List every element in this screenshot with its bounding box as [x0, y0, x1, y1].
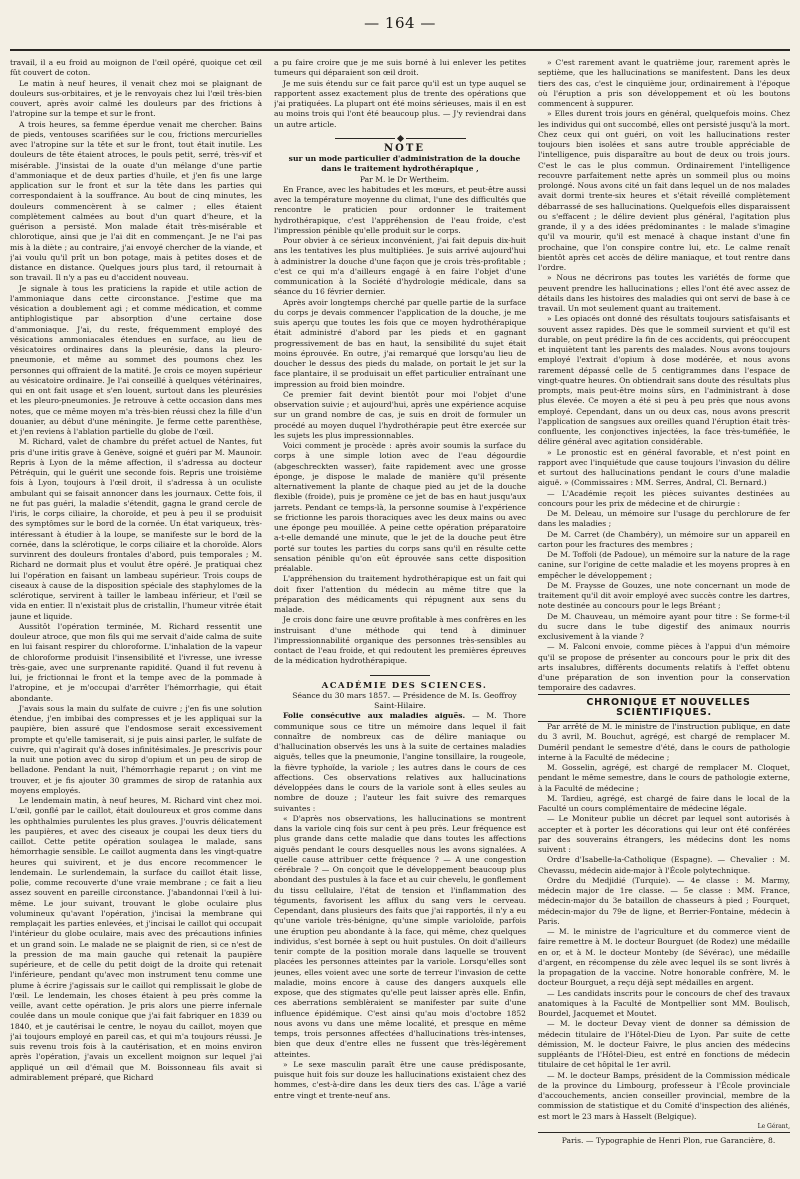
- paragraph: A trois heures, sa femme éperdue venait me chercher. Bains de pieds, ventouses scarifiées sur le cou, frictions mercurielles avec l'atropine sur la tête et sur le front, tout était inutile. Les douleurs de tête étaient atroces, le pouls petit, serré, très-vif et misérable. J'insistai de la ouate d'un mélange d'une partie d'ammoniaque et de deux parties d'huile, et j'en fis une large application sur le front et sur la tête dans les parties qui correspondaient à la souffrance. Au bout de cinq minutes, les douleurs commencèrent à se calmer ; elles étaient complètement calmées au bout d'un quart d'heure, et la guérison a persisté. Mon malade était très-misérable et chlorotique, ainsi que je l'ai dit en commençant. Je ne l'ai pas mis à la diète ; au contraire, j'ai envoyé chercher de la viande, et j'ai voulu qu'il prît un bon potage, mais à petites doses et de distance en distance. Quelques jours plus tard, il retournait à son travail. Il n'y a pas eu d'accident nouveau.: [10, 119, 262, 283]
- imprint-signature: Le Gérant,: [757, 1122, 790, 1130]
- paragraph: Le lendemain matin, à neuf heures, M. Richard vint chez moi. L'œil, gonflé par le caillot, était douloureux et gros comme dans les ophthalmies purulentes les plus graves. J'ouvris délicatement les paupières, et avec des ciseaux je coupai les deux tiers du caillot. Cette petite opération soulagea le malade, sans hémorrhagie sensible. Le caillot augmenta dans les vingt-quatre heures qui suivirent, et je dus encore recommencer le lendemain. Le surlendemain, la surface du caillot était lisse, polie, comme recouverte d'une vraie membrane ; ce fait a lieu assez souvent en pareille circonstance. J'abandonnai l'œil à lui-même. Le jour suivant, trouvant le globe oculaire plus volumineux qu'avant l'opération, j'incisai la membrane qui remplaçait les parties enlevées, et j'incisai le caillot qui occupait l'intérieur du globe oculaire, mais avec des précautions infinies et un grand soin. Le malade ne se plaignit de rien, si ce n'est de la pression de ma main gauche qui retenait la paupière supérieure, et de celle du petit doigt de la droite qui retenait l'inférieure, pendant qu'avec mon instrument tenu comme une plume à écrire j'agissais sur le caillot qui remplissait le globe de l'œil. Le lendemain, les choses étaient à peu près comme la veille, avant cette opération. Je pris alors une pierre infernale coulée dans un moule conique que j'ai fait fabriquer en 1839 ou 1840, et je cautérisai le centre, le noyau du caillot, moyen que j'ai toujours employé en pareil cas, et qui m'a toujours réussi. Je suis revenu trois fois à la cautérisation, et en moins environ après l'opération, j'avais un excellent moignon sur lequel j'ai appliqué un œil d'émail que M. Boissonneau fils avait si admirablement préparé, que Richard: [10, 796, 262, 1082]
- section-ornament: [274, 671, 526, 677]
- column-2: [274, 58, 526, 1173]
- paragraph: M. Gosselin, agrégé, est chargé de remplacer M. Cloquet, pendant le même semestre, dans le cours de pathologie externe, à la Faculté de médecine ;: [538, 763, 790, 793]
- paragraph: De M. Deleau, un mémoire sur l'usage du perchlorure de fer dans les maladies ;: [538, 509, 790, 529]
- note-subtitle: sur un mode particulier d'administration de la douche dans le traitement hydrothérapique ,: [288, 154, 521, 174]
- paragraph: De M. Carret (de Chambéry), un mémoire sur un appareil en carton pour les fractures des membres ;: [538, 529, 790, 549]
- paragraph: » Le pronostic est en général favorable, et n'est point en rapport avec l'inquiétude que cause toujours l'invasion du délire et surtout des hallucinations pendant le cours d'une maladie aiguë. » (Commissaires : MM. Serres, Andral, Cl. Bernard.): [538, 447, 790, 488]
- academy-lead: Folie consécutive aux maladies aiguës.: [283, 711, 466, 721]
- paragraph: travail, il a eu froid au moignon de l'œil opéré, quoique cet œil fût couvert de coton.: [10, 58, 262, 78]
- paragraph: » Le sexe masculin paraît être une cause prédisposante, puisque huit fois sur douze les hallucinations existaient chez des hommes, c'est-à-dire dans les deux tiers des cas. L'âge a varié entre vingt et trente-neuf ans.: [274, 1059, 526, 1100]
- chronicle-title: CHRONIQUE ET NOUVELLES SCIENTIFIQUES.: [538, 694, 790, 723]
- paragraph: » C'est rarement avant le quatrième jour, rarement après le septième, que les hallucinations se manifestent. Dans les deux tiers des cas, c'est le cinquième jour, ordinairement à l'époque où l'éruption a pris son développement et où les boutons commencent à suppurer.: [538, 58, 790, 108]
- header-rule: [10, 49, 790, 51]
- academy-title: ACADÉMIE DES SCIENCES.: [321, 680, 488, 691]
- paragraph: Par arrêté de M. le ministre de l'instruction publique, en date du 3 avril, M. Bouchut, agrégé, est chargé de remplacer M. Duméril pendant le semestre d'été, dans le cours de pathologie interne à la Faculté de médecine ;: [538, 722, 790, 762]
- paragraph: De M. Toffoli (de Padoue), un mémoire sur la nature de la rage canine, sur l'origine de cette maladie et les moyens propres à en empêcher le développement ;: [538, 550, 790, 580]
- section-ornament: [274, 134, 526, 140]
- paragraph: Pour obvier à ce sérieux inconvénient, j'ai fait depuis dix-huit ans les tentatives les plus multipliées. Je suis arrivé aujourd'hui à administrer la douche d'une façon que je crois très-profitable ; c'est ce qui m'a d'ailleurs engagé à en faire l'objet d'une communication à la Société d'hydrologie médicale, dans sa séance du 16 février dernier.: [274, 236, 526, 297]
- paragraph: » Les opiacés ont donné des résultats toujours satisfaisants et souvent assez rapides. Dès que le sommeil survient et qu'il est durable, on peut prédire la fin de ces accidents, qui préoccupent et inquiètent tant les parents des malades. Nous avons toujours employé l'extrait d'opium à dose modérée, et nous avons rarement dépassé celle de 5 centigrammes dans l'espace de vingt-quatre heures. On obtiendrait sans doute des résultats plus prompts, mais peut-être moins sûrs, en l'administrant à dose plus élevée. Ce moyen a été si peu à peu près que nous avons employé. Cependant, dans un ou deux cas, nous avons prescrit l'application de sangsues aux oreilles quand l'éruption était très-confluente, les conjonctives injectées, la face très-tuméfiée, le délire général avec agitation considérable.: [538, 314, 790, 447]
- paragraph: Après avoir longtemps cherché par quelle partie de la surface du corps je devais commencer l'application de la douche, je me suis aperçu que toutes les fois que ce moyen hydrothérapique était administré d'abord par les pieds et en gagnant progressivement de bas en haut, la sensibilité du sujet était moins éprouvée. En outre, j'ai remarqué que lorsqu'au lieu de doucher le dessus des pieds du malade, on portait le jet sur la face plantaire, il se produisait un effet particulier entraînant une impression au froid bien moindre.: [274, 297, 526, 389]
- paragraph: Ordre du Medjidié (Turquie). — 4e classe : M. Marmy, médecin major de 1re classe. — 5e classe : MM. France, médecin-major du 3e bataillon de chasseurs à pied ; Fourquet, médecin-major du 79e de ligne, et Berrier-Fontaine, médecin à Paris.: [538, 875, 790, 926]
- paragraph: L'appréhension du traitement hydrothérapique est un fait qui doit fixer l'attention du médecin au même titre que la préparation des médicaments qui répugnent aux sens du malade.: [274, 574, 526, 614]
- note-title: NOTE: [384, 142, 425, 154]
- paragraph: De M. Chauveau, un mémoire ayant pour titre : Se forme-t-il du sucre dans le tube digestif des animaux nourris exclusivement à la viande ?: [538, 611, 790, 641]
- paragraph: Je crois donc faire une œuvre profitable à mes confrères en les instruisant d'une méthode qui tend à diminuer l'impressionnabilité organique des personnes très-sensibles au contact de l'eau froide, et qui redoutent les premières épreuves de la médication hydrothérapique.: [274, 615, 526, 666]
- paragraph: » Nous ne décrirons pas toutes les variétés de forme que peuvent prendre les hallucinations ; elles l'ont été avec assez de détails dans les histoires des maladies qui ont servi de base à ce travail. Un mot seulement quant au traitement.: [538, 273, 790, 313]
- column-3: [538, 58, 790, 1173]
- imprint: Paris. — Typographie de Henri Plon, rue Garancière, 8.: [538, 1132, 790, 1146]
- paragraph: Aussitôt l'opération terminée, M. Richard ressentit une douleur atroce, que mon fils qui me servait d'aide calma de suite en lui faisant respirer du chloroforme. L'inhalation de la vapeur de chloroforme produisit l'insensibilité et l'ivresse, une ivresse très-gaie, avec une surprenante rapidité. Quand il fut revenu à lui, je frictionnai le front et la tempe avec de la pommade à l'atropine, et je m'occupai d'arrêter l'hémorrhagie, qui était abondante.: [10, 621, 262, 703]
- academy-session: Séance du 30 mars 1857. — Présidence de M. Is. Geoffroy Saint-Hilaire.: [292, 690, 517, 710]
- paragraph: — Le Moniteur publie un décret par lequel sont autorisés à accepter et à porter les décorations qui leur ont été conférées par des souverains étrangers, les médecins dont les noms suivent :: [538, 814, 790, 854]
- paragraph: Je me suis étendu sur ce fait parce qu'il est un type auquel se rapportent assez exactement plus de trente des opérations que j'ai pratiquées. La plupart ont été moins sérieuses, mais il en est au moins trois qui l'ont été beaucoup plus. — J'y reviendrai dans un autre article.: [274, 78, 526, 129]
- paragraph-text: — M. Thore communique sous ce titre un mémoire dans lequel il fait connaître de nombreux cas de délire maniaque ou d'hallucination observés les uns à la suite de certaines maladies aiguës, telles que la pneumonie, l'angine tonsillaire, la rougeole, la fièvre typhoïde, la variole ; les autres dans le cours de ces affections. Ces observations relatives aux hallucinations développées dans le cours de la variole sont à elles seules au nombre de douze ; l'auteur les fait suivre des remarques suivantes :: [274, 711, 526, 813]
- paragraph: a pu faire croire que je me suis borné à lui enlever les petites tumeurs qui déparaient son œil droit.: [274, 58, 526, 78]
- paragraph: Je signale à tous les praticiens la rapide et utile action de l'ammoniaque dans cette circonstance. J'estime que ma vésication a doublement agi ; et comme médication, et comme antiphlogistique par absorption d'une certaine dose d'ammoniaque. J'ai, du reste, fréquemment employé des vésications ammoniacales étendues en surface, au lieu de vésicatoires ordinaires dans la pleurésie, dans la pleuro-pneumonie, et même au sommet des poumons chez les personnes qui offraient de la matité. Je crois ce moyen supérieur au vésicatoire ordinaire. Je l'ai conseillé à quelques vétérinaires, qui en ont fait usage et s'en louent, surtout dans les pleurésies et les pleuro-pneumonies. Je retrouve à cette occasion dans mes notes, que ce même moyen m'a très-bien réussi chez la fille d'un douanier, au début d'une méningite. Je ferme cette parenthèse, et j'en reviens à l'ablation partielle du globe de l'œil.: [10, 283, 262, 436]
- paragraph: Ce premier fait devint bientôt pour moi l'objet d'une observation suivie ; et aujourd'hui, après une expérience acquise sur un grand nombre de cas, je suis en droit de formuler un procédé au moyen duquel l'hydrothérapie peut être exercée sur les sujets les plus impressionnables.: [274, 389, 526, 440]
- paragraph: Le matin à neuf heures, il venait chez moi se plaignant de douleurs sus-orbitaires, et je le renvoyais chez lui l'œil très-bien couvert, après avoir calmé les douleurs par des frictions à l'atropine sur la tempe et sur le front.: [10, 78, 262, 119]
- paragraph: — M. le docteur Devay vient de donner sa démission de médecin titulaire de l'Hôtel-Dieu de Lyon. Par suite de cette démission, M. le docteur Faivre, le plus ancien des médecins suppléants de l'Hôtel-Dieu, est entré en fonctions de médecin titulaire de cet hôpital le 1er avril.: [538, 1019, 790, 1070]
- paragraph: — Les candidats inscrits pour le concours de chef des travaux anatomiques à la Faculté de Montpellier sont MM. Boulisch, Bourdel, Jacquemet et Moutet.: [538, 988, 790, 1018]
- note-author: Par M. le Dr Wertheim.: [359, 174, 450, 184]
- paragraph: M. Richard, valet de chambre du préfet actuel de Nantes, fut pris d'une iritis grave à Genève, soigné et guéri par M. Maunoir. Repris à Lyon de la même affection, il s'adressa au docteur Pétréquin, qui le guérit une seconde fois. Repris une troisième fois à Lyon, toujours à l'œil droit, il s'adressa à un oculiste ambulant qui se faisait annoncer dans les journaux. Cette fois, il ne fut pas guéri, la maladie s'étendit, gagna le grand cercle de l'iris, le corps ciliaire, la choroïde, et peu à peu il se produisit des symptômes sur le bord de la cornée. Un état variqueux, très-intéressant à étudier à la loupe, se manifeste sur le bord de la cornée, dans la sclérotique, le corps ciliaire et la choroïde. Alors survinrent des douleurs frontales d'abord, puis temporales ; M. Richard ne dormait plus et voulut être opéré. Je pratiquai chez lui l'opération en faisant un lambeau supérieur. Trois coups de ciseaux à cause de la disposition spéciale des staphylomes de la sclérotique, servirent à tailler le lambeau inférieur, et l'œil se vida en entier. Il n'existait plus de cristallin, l'humeur vitrée était jaune et liquide.: [10, 437, 262, 621]
- paragraph: [274, 711, 526, 814]
- paragraph: — M. le docteur Bamps, président de la Commission médicale de la province du Limbourg, professeur à l'École provinciale d'accouchements, ancien conseiller provincial, membre de la commission de statistique et du Comité d'inspection des aliénés, est mort le 23 mars à Hasselt (Belgique).: [538, 1070, 790, 1121]
- page-number: — 164 —: [364, 14, 436, 32]
- paragraph: Ordre d'Isabelle-la-Catholique (Espagne). — Chevalier : M. Chevassu, médecin aide-major à l'École polytechnique.: [538, 855, 790, 875]
- paragraph: De M. Fraysse de Gouzes, une note concernant un mode de traitement qu'il dit avoir employé avec succès contre les dartres, note destinée au concours pour le legs Bréant ;: [538, 580, 790, 611]
- paragraph: J'avais sous la main du sulfate de cuivre ; j'en fis une solution étendue, j'en imbibai des compresses et je les appliquai sur la paupière, bien assuré que l'endosmose serait excessivement prompte et qu'elle tamiserait, si je puis ainsi parler, le sulfate de cuivre, qui n'agirait qu'à doses infinitésimales. Je prescrivis pour la nuit une potion avec du sirop d'opium et un peu de sirop de belladone. Pendant la nuit, l'hémorrhagie reparut ; on vint me trouver, et je fis ajouter 30 grammes de sirop de ratanhia aux moyens employés.: [10, 703, 262, 795]
- column-1: [10, 58, 262, 1173]
- paragraph: — M. le ministre de l'agriculture et du commerce vient de faire remettre à M. le docteur Bourguet (de Rodez) une médaille en or, et à M. le docteur Monteby (de Sévérac), une médaille d'argent, en récompense du zèle avec lequel ils se sont livrés à la propagation de la vaccine. Notre honorable confrère, M. le docteur Bourguet, a reçu déjà sept médailles en argent.: [538, 927, 790, 988]
- text-columns: [10, 58, 790, 1173]
- page-header: [10, 0, 790, 40]
- paragraph: — M. Falconi envoie, comme pièces à l'appui d'un mémoire qu'il se propose de présenter au concours pour le prix dit des arts insalubres, différents documents relatifs à l'effet obtenu d'une préparation de son invention pour la conservation temporaire des cadavres.: [538, 642, 790, 693]
- paragraph: « D'après nos observations, les hallucinations se montrent dans la variole cinq fois sur cent à peu près. Leur fréquence est plus grande dans cette maladie que dans toutes les affections aiguës pendant le cours desquelles nous les avons signalées. A quelle cause attribuer cette fréquence ? — A une congestion cérébrale ? — On conçoit que le développement beaucoup plus abondant des pustules à la face et au cuir chevelu, le gonflement du tissu cellulaire, l'état de tension et l'inflammation des téguments, favorisent les afflux du sang vers le cerveau. Cependant, dans plusieurs des faits que j'ai rapportés, il n'y a eu qu'une variole très-bénigne, qu'une simple varioloïde, parfois une éruption peu abondante à la face, qui même, chez quelques individus, s'est bornée à sept ou huit pustules. On doit d'ailleurs tenir compte de la position morale dans laquelle se trouvent placées les personnes atteintes par la variole. Lorsqu'elles sont jeunes, elles voient avec une sorte de terreur l'invasion de cette maladie, moins encore à cause des dangers auxquels elle expose, que des stigmates qu'elle peut laisser après elle. Enfin, ces aberrations semblèraient se manifester par suite d'une influence épidémique. C'est ainsi qu'au mois d'octobre 1852 nous avons vu dans une même localité, et presque en même temps, trois personnes affectées d'hallucinations très-intenses, bien que deux d'entre elles ne fussent que très-légèrement atteintes.: [274, 813, 526, 1059]
- paragraph: » Elles durent trois jours en général, quelquefois moins. Chez les individus qui ont succombé, elles ont persisté jusqu'à la mort. Chez ceux qui ont guéri, on voit les hallucinations rester toujours bien isolées et sans autre trouble appréciable de l'intelligence, puis disparaître au bout de deux ou trois jours. C'est le cas le plus commun. Ordinairement l'intelligence recouvre parfaitement nette après un sommeil plus ou moins prolongé. Nous avons cité un fait dans lequel un de nos malades avait dormi trente-six heures et s'était réveillé complètement débarrassé de ses hallucinations. Quelquefois elles disparaissent ou s'effacent ; le délire devient plus général, l'agitation plus grande, il y a des idées prédominantes : le malade s'imagine qu'il va mourir, qu'il est menacé à chaque instant d'une fin prochaine, que l'on conspire contre lui, etc. Le calme renaît bientôt après cet accès de délire maniaque, et tout rentre dans l'ordre.: [538, 109, 790, 272]
- paragraph: — L'Académie reçoit les pièces suivantes destinées au concours pour les prix de médecine et de chirurgie :: [538, 488, 790, 508]
- paragraph: En France, avec les habitudes et les mœurs, et peut-être aussi avec la température moyenne du climat, l'une des difficultés que rencontre le praticien pour ordonner le traitement hydrothérapique, c'est l'appréhension de l'eau froide, c'est l'impression pénible qu'elle produit sur le corps.: [274, 184, 526, 235]
- paragraph: M. Tardieu, agrégé, est chargé de faire dans le local de la Faculté un cours complémentaire de médecine légale.: [538, 793, 790, 813]
- paragraph: Voici comment je procède : après avoir soumis la surface du corps à une simple lotion avec de l'eau dégourdie (abgeschreckten wasser), faite rapidement avec une grosse éponge, je dispose le malade de manière qu'il présente alternativement la plante de chaque pied au jet de la douche flexible (froide), puis je promène ce jet de bas en haut jusqu'aux jarrets. Pendant ce temps-là, la personne soumise à l'expérience se frictionne les parois thoraciques avec les deux mains ou avec une éponge peu mouillée. A peine cette opération préparatoire a-t-elle demandé une minute, que le jet de la douche peut être porté sur toutes les parties du corps sans qu'il en résulte cette sensation pénible qu'on eût éprouvée sans cette disposition préalable.: [274, 441, 526, 573]
